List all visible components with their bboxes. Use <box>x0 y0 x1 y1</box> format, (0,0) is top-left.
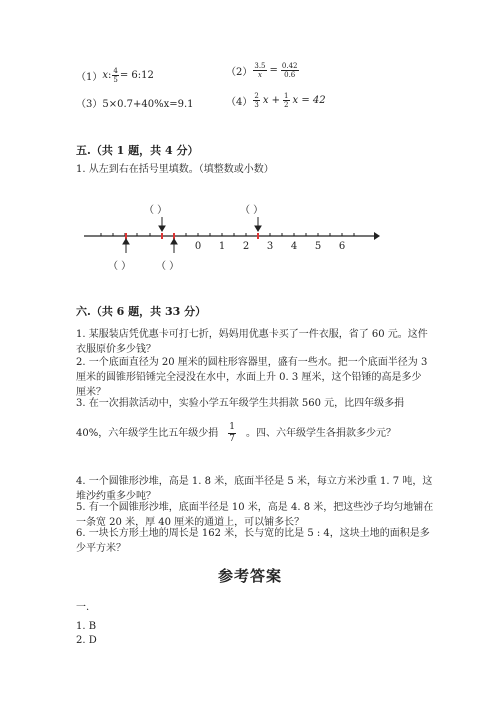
fraction-denominator: 3 <box>254 101 259 109</box>
tick-label-4: 4 <box>290 241 298 252</box>
equation-1-fraction <box>112 67 118 84</box>
tick-label-2: 2 <box>242 241 250 252</box>
fraction-denominator: 2 <box>284 101 289 109</box>
fraction-denominator: 0.6 <box>284 71 296 79</box>
question-6-line-1: 6. 一块长方形土地的周长是 162 米，长与宽的比是 5 : 4，这块土地的面积是多 <box>76 528 430 539</box>
answer-section-1: 一. <box>76 602 90 613</box>
answer-title: 参考答案 <box>217 567 282 585</box>
question-5-line-2: 一条宽 20 米，厚 40 厘米的通道上，可以铺多长？ <box>76 517 305 528</box>
tick-label-5: 5 <box>314 241 322 252</box>
question-5-line-1: 5. 有一个圆锥形沙堆，底面半径是 10 米，高是 4. 8 米，把这些沙子均匀地铺在 <box>76 502 434 513</box>
fraction-numerator: 4 <box>113 67 118 75</box>
fraction-numerator: 1 <box>229 422 235 432</box>
answer-2: 2. D <box>76 635 97 646</box>
equation-4-rest: x = 42 <box>292 95 326 106</box>
equation-2-fraction-right <box>281 62 299 79</box>
equation-2-equals: = <box>269 65 278 76</box>
equation-2 <box>226 62 300 79</box>
question-3-line-1: 3. 在一次捐款活动中，实验小学五年级学生共捐款 560 元，比四年级多捐 <box>76 398 405 409</box>
number-line-arrowhead <box>374 232 380 240</box>
fraction-numerator: 0.42 <box>281 62 298 70</box>
equation-1-rest: = 6:12 <box>119 70 154 81</box>
question-6-line-2: 少平方米？ <box>76 543 126 554</box>
equation-4-fraction-1 <box>253 92 259 109</box>
tick-label-0: 0 <box>194 241 202 252</box>
question-2-line-1: 2. 一个底面直径为 20 厘米的圆柱形容器里，盛有一些水。把一个底面半径为 3 <box>76 357 428 368</box>
fraction-denominator: x <box>257 71 262 79</box>
equation-4-label: （4） <box>226 97 253 108</box>
section-6-heading: 六.（共 6 题，共 33 分） <box>76 305 207 318</box>
question-4-line-2: 堆沙约重多少吨？ <box>76 491 156 502</box>
question-2-line-2: 厘米的圆锥形铅锤完全浸没在水中，水面上升 0. 3 厘米，这个铅锤的高是多少 <box>76 372 422 383</box>
equation-1-var: x <box>102 70 109 81</box>
question-3-fraction <box>228 422 236 445</box>
top-blank-1: （ ） <box>144 205 168 216</box>
bottom-blank-1: （ ） <box>108 261 132 272</box>
fraction-numerator: 2 <box>254 92 259 100</box>
equation-4 <box>226 92 326 109</box>
fraction-numerator: 3.5 <box>254 62 266 70</box>
question-3-text-b: 。四、六年级学生各捐款多少元？ <box>245 427 396 439</box>
question-4-line-1: 4. 一个圆锥形沙堆，高是 1. 8 米，底面半径是 5 米，每立方米沙重 1. 7 吨，这 <box>76 476 433 487</box>
number-line-labels <box>195 241 345 252</box>
tick-label-3: 3 <box>266 241 274 252</box>
question-3-text-a: 40%，六年级学生比五年级少捐 <box>76 427 219 439</box>
top-blank-2: （ ） <box>240 205 264 216</box>
equation-1 <box>76 67 154 84</box>
equation-4-mid: x + <box>262 95 281 106</box>
equation-3: （3）5×0.7+40%x=9.1 <box>76 99 194 110</box>
question-1-line-1: 1. 某服装店凭优惠卡可打七折，妈妈用优惠卡买了一件衣服，省了 60 元。这件 <box>76 329 428 340</box>
bottom-blank-2: （ ） <box>156 261 180 272</box>
equation-4-fraction-2 <box>283 92 289 109</box>
equation-2-label: （2） <box>226 67 253 78</box>
equation-2-fraction-left <box>253 62 266 79</box>
fraction-denominator: 5 <box>113 76 118 84</box>
number-line <box>0 195 500 285</box>
tick-label-1: 1 <box>218 241 226 252</box>
fraction-denominator: 7 <box>229 434 235 444</box>
question-3-line-2 <box>76 422 396 445</box>
fraction-numerator: 1 <box>284 92 289 100</box>
section-5-heading: 五.（共 1 题，共 4 分） <box>76 144 199 157</box>
tick-label-6: 6 <box>338 241 346 252</box>
number-line-arrows <box>123 217 261 253</box>
question-1-line-2: 衣服原价多少钱？ <box>76 344 156 355</box>
section-5-question-1: 1. 从左到右在括号里填数。（填整数或小数） <box>76 164 274 175</box>
number-line-blanks <box>108 204 263 272</box>
question-2-line-3: 厘米？ <box>76 387 106 398</box>
answer-1: 1. B <box>76 621 97 632</box>
equation-1-colon: : <box>108 70 112 81</box>
equation-1-label: （1） <box>76 72 103 83</box>
